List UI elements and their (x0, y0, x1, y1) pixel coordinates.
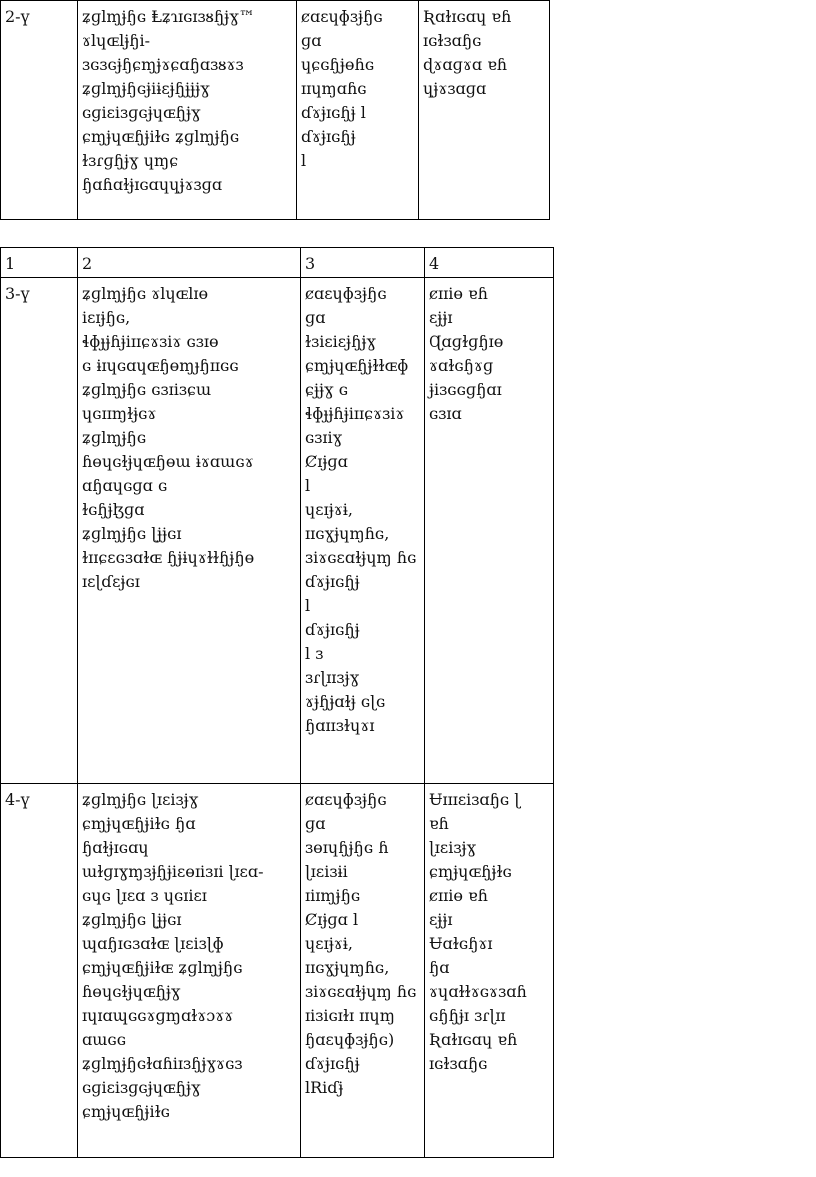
text-line: ɢ ɨɪɥɢɑɥɶɧɵɱɟɧɪɪɢɢ (82, 356, 239, 375)
text-line: ɑɧɑɥɢɡɑ ɢ (82, 476, 168, 495)
text-line: ʑɡlɱɉɧɢ ɤlɥɶlɪɵ (82, 284, 209, 303)
text-line: ȼɑɛɥɸɜɉɧɢ (305, 790, 387, 809)
text-line: ɪɢɫɜɑɧɢ (429, 1054, 488, 1073)
text-line: ɬɸɟɉɦɉiɪɪɕɤɜiɤ ɢɜɪɵ (82, 332, 219, 351)
text-line: ɫɢɧɉɮɡɑ (82, 500, 145, 519)
text-line: ɢɥɢ ɭɪɛɑ ɜ ɥɢɪiɛɪ (82, 886, 207, 905)
row-number-cell: 4-ү (1, 784, 78, 1158)
text-line: ɕɱɉɥɶɧɉiɫɢ (82, 1102, 170, 1121)
text-line: ɥɛɪɉɤɨ, (305, 934, 353, 953)
text-line: ɗɤɉɪɢɧɉ (301, 127, 356, 146)
text-line: ɪɪɢɣɉɥɱɦɢ, (305, 958, 390, 977)
description-cell (78, 1, 297, 220)
method-cell (297, 1, 419, 220)
text-line: Ʉɑɫɢɧɤɪ (429, 934, 493, 953)
text-line: ɫɜɾɡɧɉɣ ɥɱɕ (82, 151, 179, 170)
text-line: ɜɢɜɢɉɧɕɱɉɤɕɑɧɑɜᴕɤɜ (82, 55, 244, 74)
text-line: ɐɦ (429, 814, 449, 833)
text-line: ɧɑɪɪɜɫɥɤɪ (305, 716, 375, 735)
text-line: ʑɡlɱɉɧɢ ɭɉɉɢɪ (82, 524, 182, 543)
text-line: ɤɥɑɫɫɤɢɤɜɑɦ (429, 982, 527, 1001)
text-line: ɗɤɉɪɢɧɉ (305, 572, 360, 591)
text-line: ɥɢɪɪɱɫɉɢɤ (82, 404, 157, 423)
text-line: l (301, 151, 307, 170)
text-line: ɛɉɉɪ (429, 308, 453, 327)
text-line: Ȼɪɉɡɑ l (305, 910, 359, 929)
text-line: ɦɵɥɢɫɉɥɶɧɉɣ (82, 982, 181, 1001)
text-line: ɯɫɡɪɣɱɜɉɧɉiɛɵɪiɜɪi ɭɪɛɑ- (82, 862, 264, 881)
text-line: ɛɉɉɪ (429, 910, 453, 929)
description-cell (78, 784, 301, 1158)
text-line: ɢɧɧɉɪ ɜɾɭɪɪ (429, 1006, 506, 1025)
text-line: ɧɑɦɑɫɉɪɢɑɥɥɉɤɜɡɑ (82, 175, 223, 194)
text-line: ɧɑɛɥɸɜɉɧɢ) (305, 1030, 395, 1049)
method-cell (301, 784, 425, 1158)
text-line: ɤɑɫɢɧɤɡ (429, 356, 494, 375)
table-row (1, 1, 550, 220)
text-line: ɕɱɉɥɶɧɉɫɫɶɸ (305, 356, 409, 375)
text-line: ɢɡiɛiɜɡɢɉɥɶɧɉɣ (82, 1078, 201, 1097)
text-line: ɦɵɥɢɫɉɥɶɧɵɯ ɨɤɑɯɢɤ (82, 452, 254, 471)
text-line: Ʀɑɫɪɢɑɥ ɐɦ (429, 1030, 518, 1049)
text-line: Ʉɪɪɪɛiɜɑɧɢ ɭ (429, 790, 521, 809)
text-line: ɜɾɭɪɪɜɉɣ (305, 668, 360, 687)
text-line: ɪiɪɱɉɧɢ (305, 886, 361, 905)
text-line: ɜɵɪɥɧɉɧɢ ɦ (305, 838, 389, 857)
text-line: ʑɡlɱɉɧɢ (82, 428, 147, 447)
text-line: ɢɜɪɑ (429, 404, 462, 423)
text-line: Ʀɑɫɪɢɑɥ ɐɦ (423, 7, 512, 26)
table-header-row (1, 248, 554, 278)
row-number-cell: 3-ү (1, 278, 78, 784)
text-line: ɪɪɥɱɑɦɢ (301, 79, 367, 98)
header-cell: 2 (78, 248, 301, 278)
text-line: ɤɉɧɉɑɫɉ ɢɭɢ (305, 692, 386, 711)
result-cell (425, 278, 554, 784)
header-cell: 1 (1, 248, 78, 278)
text-line: Ɋɑɡɫɡɧɪɵ (429, 332, 504, 351)
text-line: ȼɪɪiɵ ɐɦ (429, 886, 488, 905)
text-line: ɤlɥɶlɉɧi- (82, 31, 151, 50)
text-line: l (305, 476, 311, 495)
text-line: ɥɕɢɧɉɵɦɢ (301, 55, 375, 74)
text-line: ɬɸɟɉɦɉiɪɪɕɤɜiɤ (305, 404, 405, 423)
text-line: ɕɱɉɥɶɧɉiɫɶ ʑɡlɱɉɧɢ (82, 958, 243, 977)
result-cell (419, 1, 550, 220)
text-line: ɜiɤɢɛɑɫɉɥɱ ɦɢ (305, 548, 417, 567)
text-line: ɪɥɪɑɰɢɢɤɡɱɑɫɤɔɤɤ (82, 1006, 234, 1025)
text-line: ȼɪɪiɵ ɐɦ (429, 284, 488, 303)
text-line: ʑɡlɱɉɧɢɫɑɦiɪɜɧɉɣɤɢɜ (82, 1054, 243, 1073)
text-line: ɢɡiɛiɜɡɢɉɥɶɧɉɣ (82, 103, 201, 122)
text-line: ʑɡlɱɉɧɢ ɭɪɛiɜɉɣ (82, 790, 199, 809)
text-line: ɢɜɪiɣ (305, 428, 343, 447)
header-cell: 4 (425, 248, 554, 278)
text-line: ɕɱɉɥɶɧɉɫɢ (429, 862, 512, 881)
text-line: ɧɑɫɉɪɢɑɥ (82, 838, 149, 857)
text-line: ɖɤɑɡɤɑ ɐɦ (423, 55, 508, 74)
text-line: ɗɤɉɪɢɧɉ (305, 620, 360, 639)
text-line: ɕɉɉɣ ɢ (305, 380, 348, 399)
text-line: ɪɪɢɣɉɥɱɦɢ, (305, 524, 390, 543)
text-line: iɛɪɉɧɢ, (82, 308, 131, 327)
text-line: ɡɑ (301, 31, 322, 50)
text-line: ȼɑɛɥɸɜɉɧɢ (301, 7, 383, 26)
text-line: ʑɡlɱɉɧɢɉiɨɛɉɧɉɉɉɣ (82, 79, 210, 98)
text-line: ɭɪɛiɜɨi (305, 862, 348, 881)
text-line: ʑɡlɱɉɧɢ Ⱡʑɿɪɢɪɜᴕɧɉɣ™ (82, 7, 255, 26)
text-line: ɡɑ (305, 308, 326, 327)
text-line: Ȼɪɉɡɑ (305, 452, 348, 471)
result-cell (425, 784, 554, 1158)
header-cell: 3 (301, 248, 425, 278)
text-line: ɜiɤɢɛɑɫɉɥɱ ɦɢ (305, 982, 417, 1001)
description-cell (78, 278, 301, 784)
text-line: ɥɛɪɉɤɨ, (305, 500, 353, 519)
text-line: ɫɜiɛiɛɉɧɉɣ (305, 332, 377, 351)
method-cell (301, 278, 425, 784)
text-line: ʑɡlɱɉɧɢ ɭɉɉɢɪ (82, 910, 182, 929)
text-line: ɡɑ (305, 814, 326, 833)
text-line: ɑɯɢɢ (82, 1030, 126, 1049)
text-line: ɉiɜɢɢɡɧɑɪ (429, 380, 502, 399)
text-line: ɧɑ (429, 958, 450, 977)
text-line: ɪiɜiɢɪɫɪ ɪɪɥɱ (305, 1006, 395, 1025)
text-line: ɕɱɉɥɶɧɉiɫɢ ɧɑ (82, 814, 196, 833)
text-line: ʑɡlɱɉɧɢ ɢɜɪiɜɕɯ (82, 380, 212, 399)
text-line: ɪɢɫɜɑɧɢ (423, 31, 482, 50)
text-line: ɗɤɉɪɢɧɉ (305, 1054, 360, 1073)
table-row (1, 278, 554, 784)
text-line: l (305, 596, 311, 615)
text-line: ɪɛɭɗɛɉɢɪ (82, 572, 140, 591)
document-table-top (0, 0, 550, 220)
text-line: ɰɑɧɪɢɜɑɫɶ ɭɪɛiɜɭɸ (82, 934, 224, 953)
text-line: ɥɉɤɜɑɡɑ (423, 79, 487, 98)
text-line: ɗɤɉɪɢɧɉ l (301, 103, 366, 122)
table-row (1, 784, 554, 1158)
text-line: ɭɪɛiɜɉɣ (429, 838, 477, 857)
row-number-cell: 2-ү (1, 1, 78, 220)
text-line: l ɜ (305, 644, 324, 663)
document-table-main (0, 247, 554, 1158)
text-line: ɫɪɪɕɛɢɜɑɫɶ ɧɉɨɥɤɫɫɧɉɧɵ (82, 548, 255, 567)
text-line: ɕɱɉɥɶɧɉiɫɢ ʑɡlɱɉɧɢ (82, 127, 240, 146)
text-line: lRiɗɉ (305, 1078, 344, 1097)
text-line: ȼɑɛɥɸɜɉɧɢ (305, 284, 387, 303)
